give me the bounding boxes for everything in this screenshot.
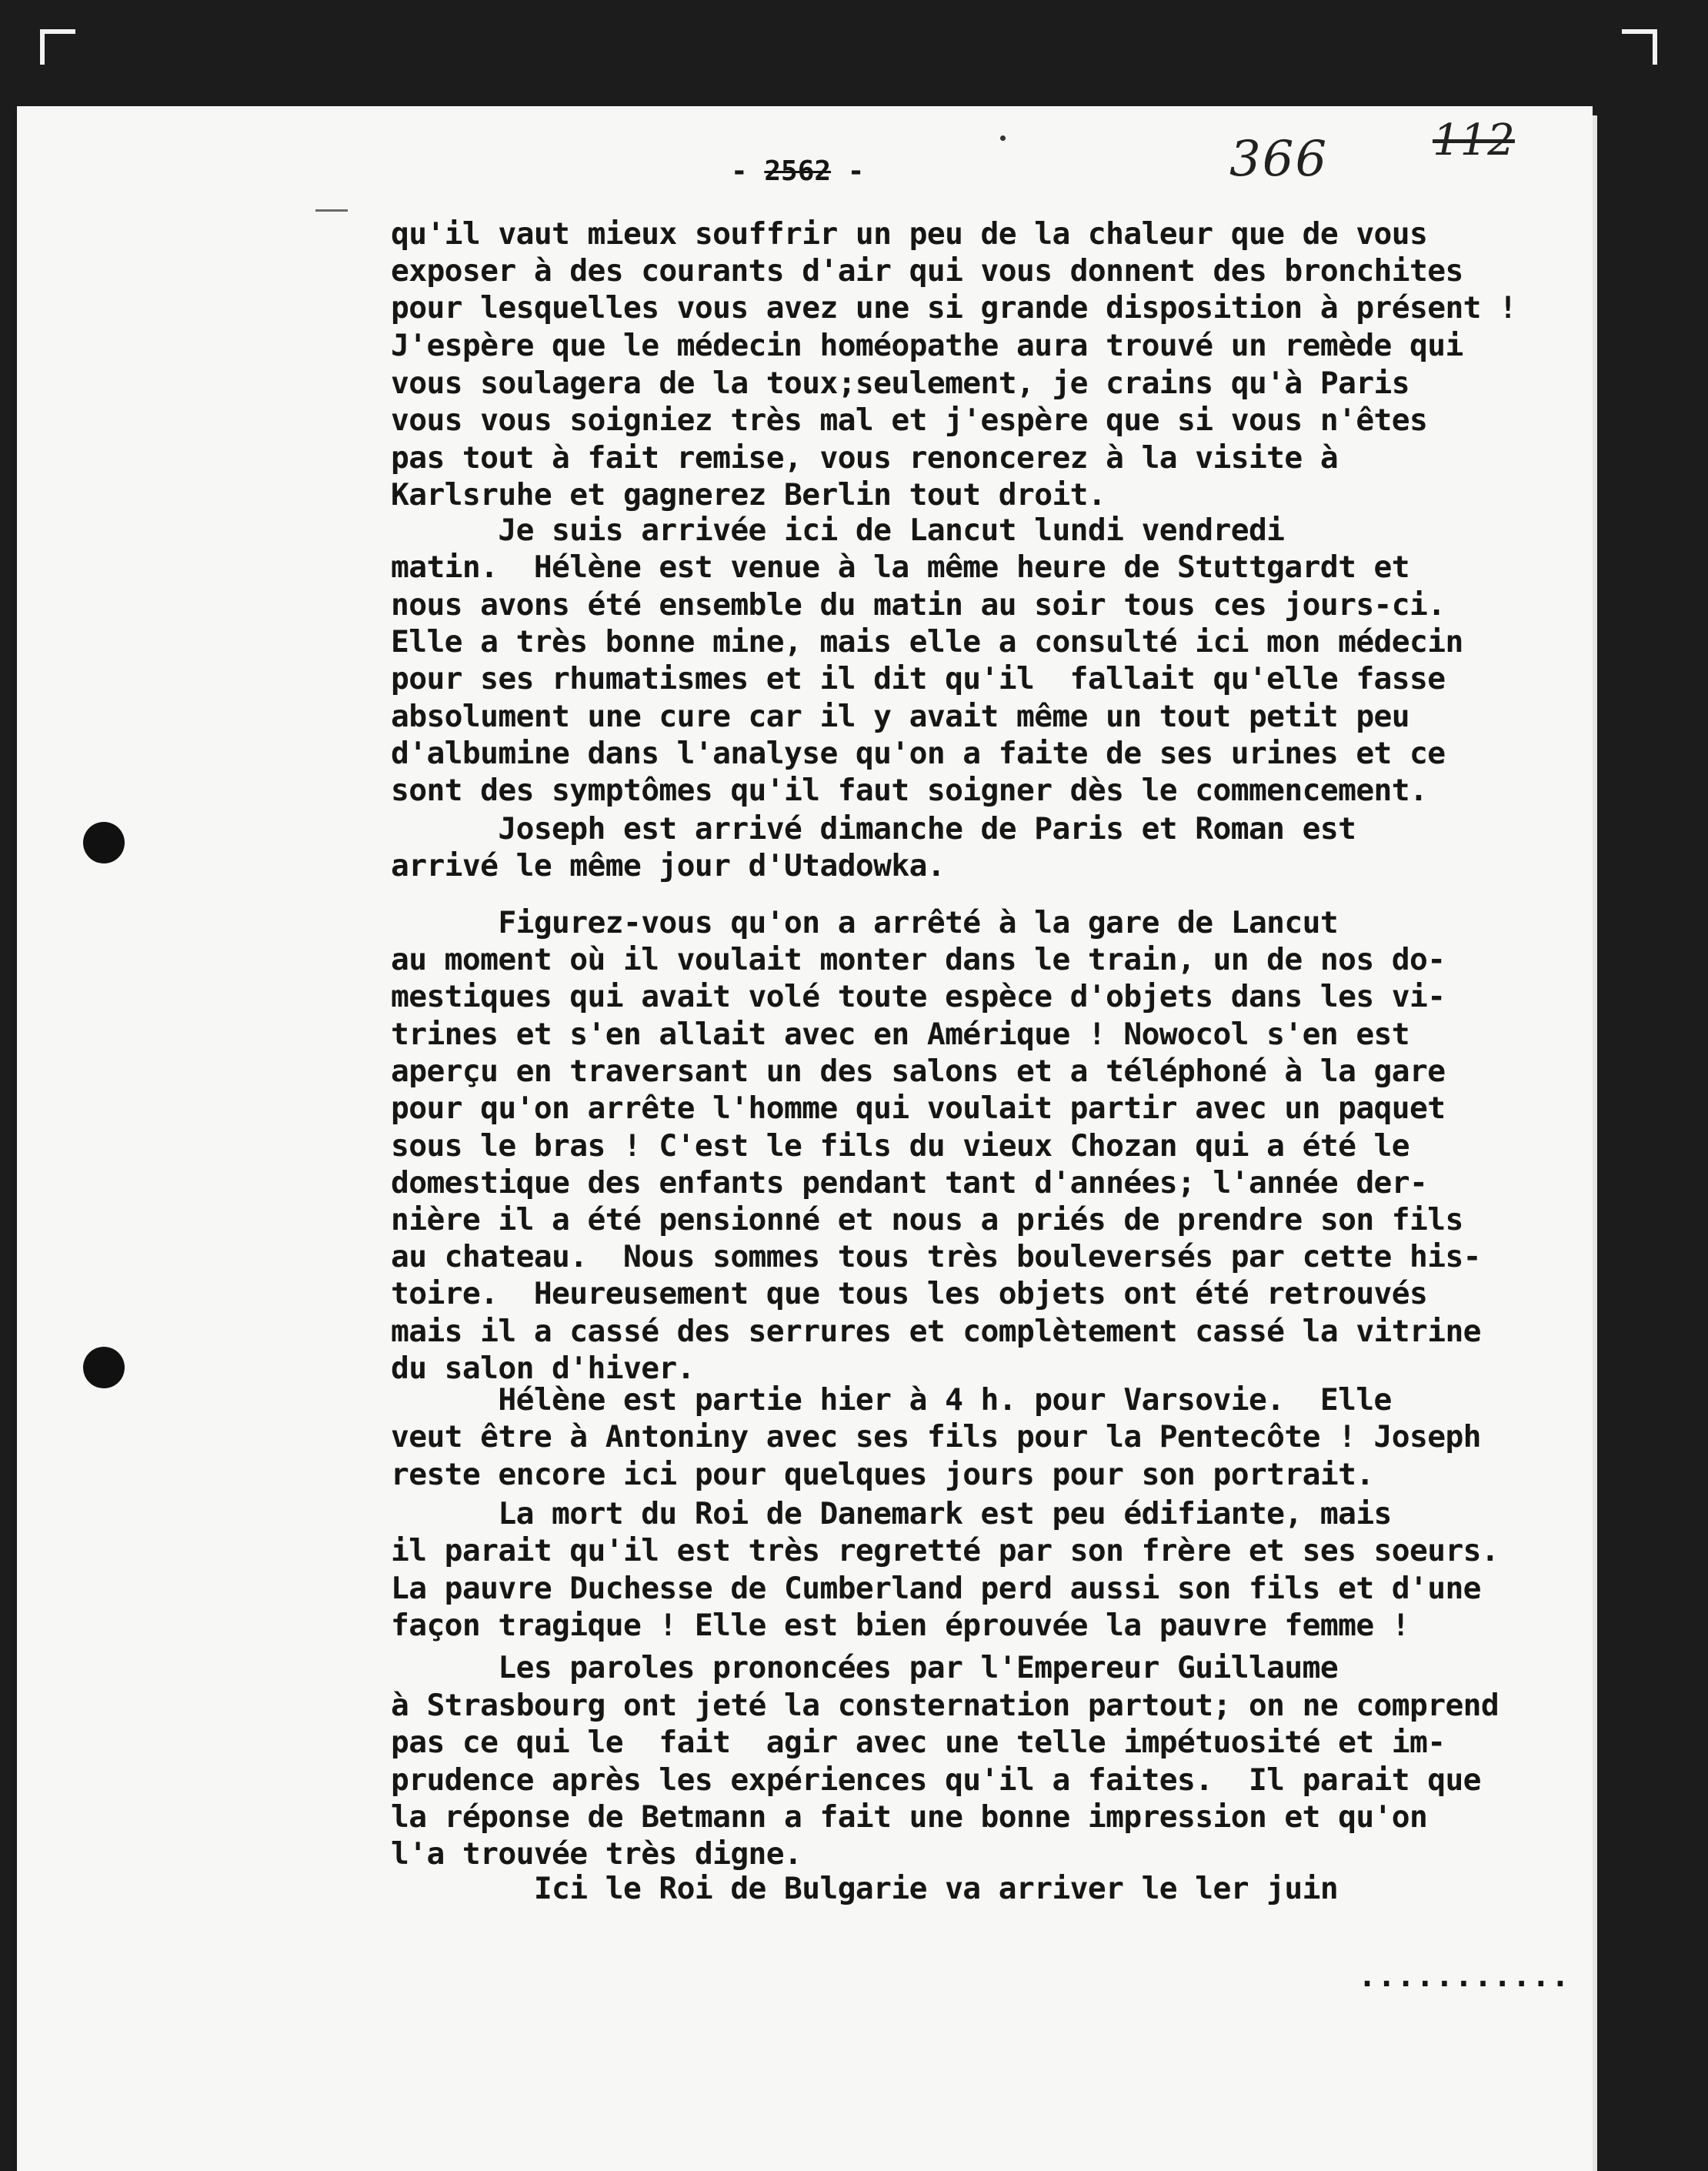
text-line: la réponse de Betmann a fait une bonne impression et qu'on [391, 1799, 1428, 1835]
page-edge [1593, 115, 1597, 2171]
text-line: Joseph est arrivé dimanche de Paris et Roman est [391, 811, 1356, 847]
text-line: reste encore ici pour quelques jours pour son portrait. [391, 1457, 1374, 1492]
text-line: il parait qu'il est très regretté par son frère et ses soeurs. [391, 1533, 1500, 1568]
ink-dot [1000, 135, 1006, 141]
text-line: l'a trouvée très digne. [391, 1836, 802, 1872]
text-line: J'espère que le médecin homéopathe aura trouvé un remède qui [391, 328, 1463, 363]
continuation-dots: ........... [1358, 1959, 1570, 1994]
text-line: pas ce qui le fait agir avec une telle impétuosité et im- [391, 1725, 1446, 1760]
text-line: pour qu'on arrête l'homme qui voulait partir avec un paquet [391, 1091, 1446, 1126]
page-number: - 2562 - [731, 155, 865, 187]
text-line: toire. Heureusement que tous les objets ont été retrouvés [391, 1276, 1428, 1311]
text-line: à Strasbourg ont jeté la consternation partout; on ne comprend [391, 1688, 1500, 1723]
punch-hole [83, 822, 125, 863]
text-line: Elle a très bonne mine, mais elle a consulté ici mon médecin [391, 624, 1463, 660]
text-line: pour ses rhumatismes et il dit qu'il fallait qu'elle fasse [391, 661, 1446, 696]
text-line: Je suis arrivée ici de Lancut lundi vendredi [391, 513, 1285, 548]
text-line: matin. Hélène est venue à la même heure de Stuttgardt et [391, 549, 1409, 585]
crop-mark-top-left [40, 29, 75, 65]
text-line: sont des symptômes qu'il faut soigner dès le commencement. [391, 773, 1428, 808]
text-line: nous avons été ensemble du matin au soir tous ces jours-ci. [391, 587, 1446, 623]
text-line: mestiques qui avait volé toute espèce d'objets dans les vi- [391, 979, 1446, 1014]
crop-mark-top-right [1622, 29, 1657, 65]
text-line: arrivé le même jour d'Utadowka. [391, 848, 946, 883]
text-line: nière il a été pensionné et nous a priés de prendre son fils [391, 1202, 1463, 1237]
page-number-value: 2562 [764, 155, 832, 187]
text-line: mais il a cassé des serrures et complètement cassé la vitrine [391, 1314, 1481, 1349]
text-line: pour lesquelles vous avez une si grande disposition à présent ! [391, 290, 1517, 326]
text-line: Karlsruhe et gagnerez Berlin tout droit. [391, 477, 1106, 513]
text-line: prudence après les expériences qu'il a faites. Il parait que [391, 1762, 1481, 1798]
text-line: domestique des enfants pendant tant d'années; l'année der- [391, 1165, 1428, 1201]
text-line: exposer à des courants d'air qui vous donnent des bronchites [391, 253, 1463, 289]
text-line: façon tragique ! Elle est bien éprouvée la pauvre femme ! [391, 1608, 1409, 1643]
text-line: au chateau. Nous sommes tous très bouleversés par cette his- [391, 1239, 1481, 1274]
text-line: veut être à Antoniny avec ses fils pour la Pentecôte ! Joseph [391, 1419, 1481, 1455]
text-line: vous soulagera de la toux;seulement, je crains qu'à Paris [391, 366, 1409, 401]
text-line: du salon d'hiver. [391, 1351, 695, 1386]
handwritten-folio-struck: 112 [1433, 115, 1515, 165]
text-line: Hélène est partie hier à 4 h. pour Varsovie. Elle [391, 1382, 1392, 1418]
handwritten-folio: 366 [1229, 131, 1329, 188]
text-line: Figurez-vous qu'on a arrêté à la gare de Lancut [391, 905, 1339, 940]
text-line: Les paroles prononcées par l'Empereur Guillaume [391, 1650, 1339, 1685]
text-line: qu'il vaut mieux souffrir un peu de la chaleur que de vous [391, 216, 1428, 252]
text-line: La mort du Roi de Danemark est peu édifiante, mais [391, 1496, 1392, 1531]
text-line: au moment où il voulait monter dans le train, un de nos do- [391, 942, 1446, 977]
text-line: sous le bras ! C'est le fils du vieux Chozan qui a été le [391, 1128, 1409, 1164]
text-line: vous vous soigniez très mal et j'espère que si vous n'êtes [391, 402, 1428, 438]
text-line: pas tout à fait remise, vous renoncerez à la visite à [391, 440, 1339, 476]
text-line: d'albumine dans l'analyse qu'on a faite de ses urines et ce [391, 736, 1446, 771]
punch-hole [83, 1347, 125, 1388]
text-line: aperçu en traversant un des salons et a téléphoné à la gare [391, 1054, 1446, 1089]
margin-dash [315, 209, 348, 212]
text-line: La pauvre Duchesse de Cumberland perd aussi son fils et d'une [391, 1571, 1481, 1606]
text-line: absolument une cure car il y avait même un tout petit peu [391, 699, 1409, 734]
text-line: trines et s'en allait avec en Amérique ! Nowocol s'en est [391, 1017, 1409, 1052]
text-line: Ici le Roi de Bulgarie va arriver le ler juin [391, 1871, 1339, 1906]
